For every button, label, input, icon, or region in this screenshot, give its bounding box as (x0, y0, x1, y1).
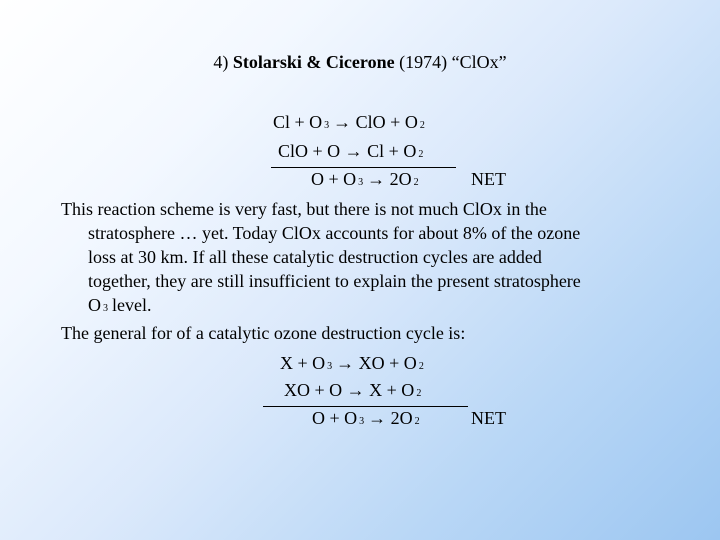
para1-line5-o: O (88, 295, 101, 315)
para1-line3: loss at 30 km. If all these catalytic destruction cycles are added (88, 247, 542, 267)
general-net-rhs-sub: 2 (414, 416, 420, 427)
general-sum-rule (263, 406, 468, 407)
para1-line5-level: level. (112, 295, 152, 315)
title-number: 4) (213, 52, 229, 72)
clox-net-rhs-sub: 2 (413, 177, 419, 188)
clox-r2-lhs: ClO + O → Cl + O (278, 141, 417, 161)
slide-title (0, 52, 720, 73)
general-reaction-2 (284, 380, 425, 401)
general-net-rhs: → 2O (368, 408, 413, 428)
para1-line4: together, they are still insufficient to explain the present stratosphere (88, 271, 581, 291)
clox-r1-rhs-sub: 2 (419, 120, 425, 131)
general-cycle-intro (61, 321, 465, 345)
title-authors: Stolarski & Cicerone (232, 52, 395, 72)
general-r2-lhs: XO + O → X + O (284, 380, 415, 400)
clox-reaction-2 (278, 141, 427, 162)
clox-r1-rhs: → ClO + O (333, 112, 418, 132)
general-net-reaction (312, 408, 424, 429)
title-year: (1974) (399, 52, 448, 72)
title-topic: “ClOx” (451, 52, 507, 72)
general-r1-lhs-sub: 3 (327, 361, 333, 372)
explanation-paragraph (61, 197, 581, 321)
clox-r2-lhs-sub: 2 (418, 149, 424, 160)
general-net-lhs: O + O (312, 408, 358, 428)
clox-r1-lhs: Cl + O (273, 112, 323, 132)
para1-line5-sub: 3 (103, 303, 108, 314)
clox-net-lhs-sub: 3 (358, 177, 364, 188)
clox-net-label: NET (471, 169, 506, 189)
general-net-label: NET (471, 408, 506, 428)
clox-r1-lhs-sub: 3 (324, 120, 330, 131)
general-net-lhs-sub: 3 (359, 416, 365, 427)
clox-net-rhs: → 2O (367, 169, 412, 189)
general-r2-lhs-sub: 2 (416, 388, 422, 399)
para1-line2: stratosphere … yet. Today ClOx accounts for about 8% of the ozone (88, 223, 581, 243)
clox-reaction-1 (273, 112, 429, 133)
general-r1-rhs-sub: 2 (418, 361, 424, 372)
general-r1-rhs: → XO + O (336, 353, 417, 373)
clox-net-reaction (311, 169, 423, 190)
para1-line5 (61, 293, 581, 321)
para2-line1: The general for of a catalytic ozone destruction cycle is: (61, 323, 466, 343)
clox-net-lhs: O + O (311, 169, 357, 189)
general-reaction-1 (280, 353, 428, 374)
para1-line1: This reaction scheme is very fast, but there is not much ClOx in the (61, 199, 547, 219)
general-r1-lhs: X + O (280, 353, 326, 373)
clox-sum-rule (271, 167, 456, 168)
